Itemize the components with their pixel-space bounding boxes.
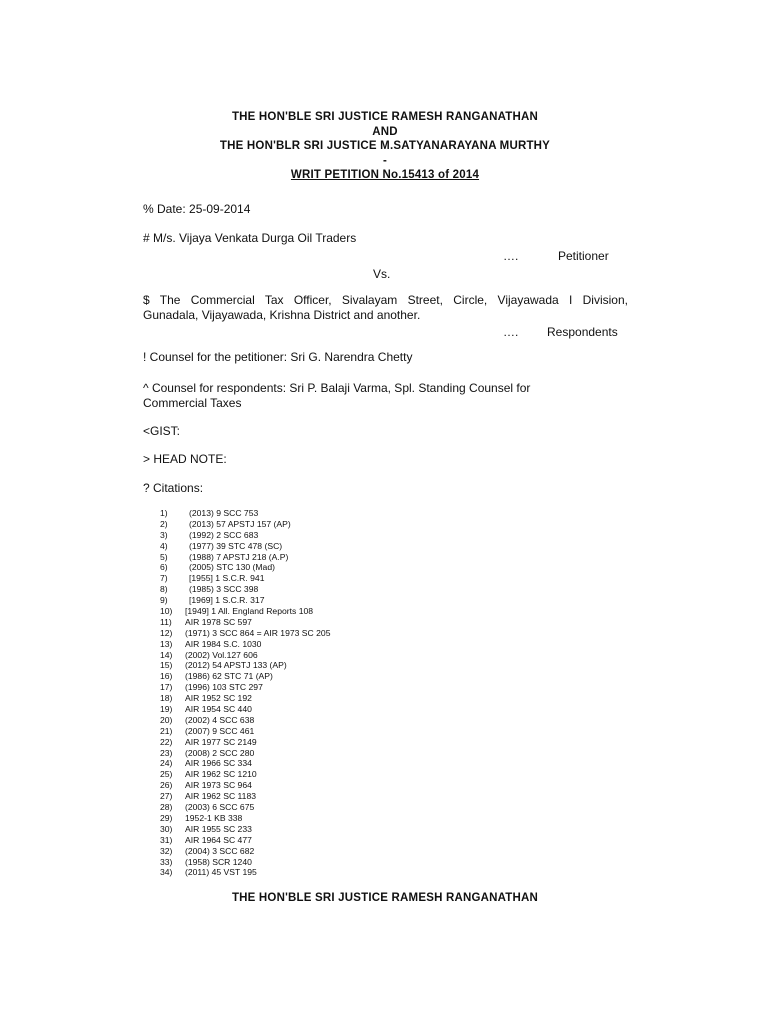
citation-number: 22) — [160, 736, 173, 747]
citation-text: (2007) 9 SCC 461 — [185, 725, 255, 736]
citation-number: 1) — [160, 508, 168, 518]
citation-number: 18) — [160, 693, 173, 704]
citation-item — [160, 562, 330, 573]
counsel-respondents-line-1: ^ Counsel for respondents: Sri P. Balaji Varma, Spl. Standing Counsel for — [143, 381, 531, 395]
citation-number: 11) — [160, 616, 172, 627]
citation-item — [160, 693, 330, 704]
citation-text: 1952-1 KB 338 — [185, 812, 243, 823]
head-note-label: > HEAD NOTE: — [143, 452, 227, 466]
citation-number: 9) — [160, 595, 168, 606]
citation-item — [160, 628, 330, 639]
citation-item — [160, 671, 330, 682]
petitioner-dots: …. — [503, 249, 519, 263]
citation-text: (2013) 9 SCC 753 — [189, 508, 259, 518]
citation-text: (1996) 103 STC 297 — [185, 682, 263, 693]
citation-item — [160, 519, 330, 530]
citation-text: AIR 1962 SC 1210 — [185, 769, 257, 780]
citation-text: (1971) 3 SCC 864 = AIR 1973 SC 205 — [185, 627, 331, 638]
citation-text: (1977) 39 STC 478 (SC) — [189, 540, 283, 551]
citation-number: 19) — [160, 704, 173, 715]
respondent-dots: …. — [503, 325, 519, 339]
citation-text: AIR 1962 SC 1183 — [185, 791, 257, 802]
citation-item — [160, 682, 330, 693]
citation-number: 24) — [160, 758, 173, 769]
citation-item — [160, 660, 330, 671]
citation-item — [160, 748, 330, 759]
case-title-text: WRIT PETITION No.15413 of 2014 — [290, 169, 480, 181]
citation-text: AIR 1964 SC 477 — [185, 834, 252, 845]
citation-number: 33) — [160, 856, 173, 867]
citation-item — [160, 737, 330, 748]
citation-item — [160, 552, 330, 563]
header-dash: - — [382, 155, 388, 167]
counsel-respondents-line-2: Commercial Taxes — [143, 396, 242, 410]
citation-item — [160, 715, 330, 726]
petitioner-name: # M/s. Vijaya Venkata Durga Oil Traders — [143, 231, 357, 245]
citation-item — [160, 780, 330, 791]
citation-number: 27) — [160, 791, 173, 802]
citation-number: 26) — [160, 780, 173, 791]
citation-number: 21) — [160, 725, 173, 736]
citation-item — [160, 835, 330, 846]
citation-item — [160, 584, 330, 595]
citation-text: AIR 1977 SC 2149 — [185, 736, 257, 747]
citation-number: 17) — [160, 682, 173, 693]
citation-item — [160, 802, 330, 813]
versus-label: Vs. — [373, 267, 391, 281]
citation-number: 31) — [160, 834, 173, 845]
citation-item — [160, 846, 330, 857]
citation-text: AIR 1952 SC 192 — [185, 693, 252, 704]
citation-text: (1958) SCR 1240 — [185, 856, 252, 867]
citation-item — [160, 650, 330, 661]
citation-item — [160, 857, 330, 868]
citation-item — [160, 824, 330, 835]
citation-item — [160, 791, 330, 802]
citation-number: 5) — [160, 551, 168, 562]
citations-label: ? Citations: — [143, 481, 204, 495]
citation-item — [160, 867, 330, 878]
citation-text: (2005) STC 130 (Mad) — [189, 562, 275, 573]
citation-number: 34) — [160, 867, 173, 878]
citation-text: (2013) 57 APSTJ 157 (AP) — [189, 518, 291, 529]
citation-number: 20) — [160, 714, 173, 725]
citation-number: 3) — [160, 529, 168, 540]
citation-number: 12) — [160, 627, 173, 638]
judge-name-1: THE HON'BLE SRI JUSTICE RAMESH RANGANATHAN — [231, 111, 539, 123]
citation-text: (1992) 2 SCC 683 — [189, 529, 259, 540]
citation-text: AIR 1984 S.C. 1030 — [185, 638, 262, 649]
citation-number: 32) — [160, 845, 173, 856]
citation-number: 4) — [160, 540, 168, 551]
citations-list — [160, 508, 330, 878]
citation-item — [160, 573, 330, 584]
counsel-petitioner: ! Counsel for the petitioner: Sri G. Narendra Chetty — [143, 350, 413, 364]
citation-text: AIR 1954 SC 440 — [185, 704, 252, 715]
citation-number: 2) — [160, 518, 168, 529]
citation-number: 30) — [160, 823, 173, 834]
citation-number: 29) — [160, 812, 173, 823]
citation-text: (2003) 6 SCC 675 — [185, 802, 255, 813]
citation-text: [1969] 1 S.C.R. 317 — [189, 595, 265, 606]
respondent-line-1: $ The Commercial Tax Officer, Sivalayam Street, Circle, Vijayawada I Division, — [143, 293, 628, 307]
case-title — [0, 168, 770, 182]
citation-number: 13) — [160, 638, 173, 649]
citation-text: (2002) Vol.127 606 — [185, 649, 258, 660]
citation-text: (1988) 7 APSTJ 218 (A.P) — [189, 551, 289, 562]
citation-item — [160, 704, 330, 715]
citation-number: 10) — [160, 606, 173, 617]
citation-text: (2002) 4 SCC 638 — [185, 714, 255, 725]
citation-item — [160, 595, 330, 606]
citation-number: 15) — [160, 660, 173, 671]
citation-number: 28) — [160, 802, 173, 813]
citation-number: 6) — [160, 562, 168, 573]
citation-item — [160, 606, 330, 617]
respondent-block — [143, 293, 628, 323]
citation-item — [160, 617, 330, 628]
citation-text: (2011) 45 VST 195 — [185, 867, 257, 878]
citation-text: AIR 1955 SC 233 — [185, 823, 252, 834]
citation-item — [160, 758, 330, 769]
citation-text: (2012) 54 APSTJ 133 (AP) — [185, 660, 287, 671]
citation-item — [160, 726, 330, 737]
citation-text: (1986) 62 STC 71 (AP) — [185, 671, 273, 682]
petitioner-role: Petitioner — [558, 249, 609, 263]
date-line: % Date: 25-09-2014 — [143, 202, 251, 216]
citation-item — [160, 530, 330, 541]
citation-number: 8) — [160, 584, 168, 595]
respondent-line-2: Gunadala, Vijayawada, Krishna District and another. — [143, 308, 421, 322]
citation-item — [160, 541, 330, 552]
citation-text: (2008) 2 SCC 280 — [185, 747, 255, 758]
citation-number: 7) — [160, 573, 168, 584]
citation-item — [160, 769, 330, 780]
citation-number: 14) — [160, 649, 173, 660]
respondent-role: Respondents — [547, 325, 618, 339]
citation-item — [160, 508, 330, 519]
header-and: AND — [372, 126, 398, 138]
citation-text: [1949] 1 All. England Reports 108 — [185, 606, 314, 617]
gist-label: <GIST: — [143, 424, 181, 438]
footer-judge-name: THE HON'BLE SRI JUSTICE RAMESH RANGANATHAN — [231, 892, 539, 904]
judge-name-2: THE HON'BLR SRI JUSTICE M.SATYANARAYANA MURTHY — [219, 140, 551, 152]
citation-text: (1985) 3 SCC 398 — [189, 584, 259, 595]
citation-text: (2004) 3 SCC 682 — [185, 845, 255, 856]
citation-number: 23) — [160, 747, 173, 758]
citation-text: AIR 1978 SC 597 — [185, 616, 252, 627]
citation-number: 25) — [160, 769, 173, 780]
citation-text: AIR 1966 SC 334 — [185, 758, 252, 769]
citation-item — [160, 813, 330, 824]
citation-text: [1955] 1 S.C.R. 941 — [189, 573, 265, 584]
citation-text: AIR 1973 SC 964 — [185, 780, 252, 791]
citation-number: 16) — [160, 671, 173, 682]
citation-item — [160, 639, 330, 650]
